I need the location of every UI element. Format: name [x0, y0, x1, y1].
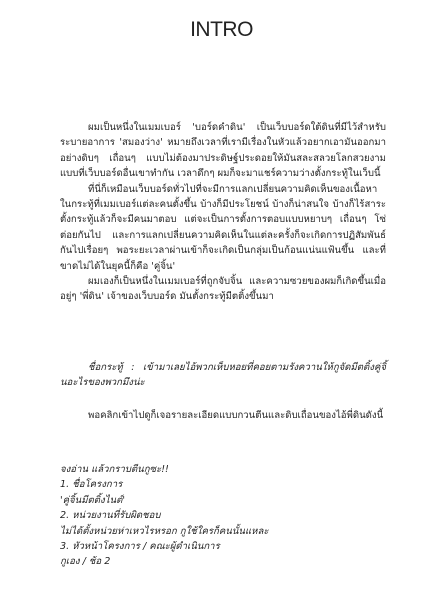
paragraph-5: พอคลิกเข้าไปดูก็เจอรายละเอียดแบบกวนตีนและดิบเถื่อนของไอ้พี่ดินดังนี้: [88, 410, 384, 421]
thread-title: ชื่อกระทู้ : เข้ามาเลยไอ้พวกเห็บหอยที่คอยตามรังควานให้กูจัดมีตติ้งคู่จิ้นอะไรของพวกมึงน่ะ: [60, 362, 386, 389]
thread-title-block: [60, 360, 386, 391]
list-item: กูเอง / ช้อ 2: [60, 556, 111, 568]
intro-body: [60, 120, 386, 305]
list-item: 3. หัวหน้าโครงการ / คณะผู้ดำเนินการ: [60, 541, 220, 553]
paragraph-1: ผมเป็นหนึ่งในเมมเบอร์ 'บอร์ดคำดิน' เป็นเว็บบอร์ดใต้ดินที่มีไว้สำหรับระบายอาการ 'สมองว่าง' หมายถึงเวลาที่เรามีเรื่องในหัวแล้วอยากเอามันออกมาอย่างดิบๆ เถื่อนๆ แบบไม่ต้องมาประดิษฐ์ประดอยให้มันสละสลวยโลกสวยงามแบบที่เว็บบอร์ดอื่นเขาทำกัน เวลาดึกๆ ผมก็จะมาแชร์ความว่างตั้งกระทู้ในเว็บนี้: [60, 122, 386, 180]
list-item: 2. หน่วยงานที่รับผิดชอบ: [60, 510, 161, 522]
list-item: จงอ่าน แล้วกราบตีนกูซะ!!: [60, 464, 169, 475]
list-item: 'คู่จิ้นมีตติ้งไนต์': [60, 494, 125, 506]
list-item: ไม่ได้ตั้งหน่วยห่าเหวไรหรอก กูใช้ใครก็คนนั้นแหละ: [60, 525, 269, 537]
project-list: [60, 462, 386, 570]
paragraph-3: ผมเองก็เป็นหนึ่งในเมมเบอร์ที่ถูกจับจิ้น และความซวยของผมก็เกิดขึ้นเมื่ออยู่ๆ 'พี่ดิน' เจ้าของเว็บบอร์ด มันตั้งกระทู้มีตติ้งขึ้นมา: [60, 276, 386, 303]
paragraph-2: ที่นี่ก็เหมือนเว็บบอร์ดทั่วไปที่จะมีการแลกเปลี่ยนความคิดเห็นของเนื้อหาในกระทู้ที่เมมเบอร์แต่ละคนตั้งขึ้น บ้างก็มีประโยชน์ บ้างก็น่าสนใจ บ้างก็ไร้สาระตั้งกระทู้แล้วก็จะมีคนมาตอบ แต่จะเป็นการตั้งการตอบแบบหยาบๆ เถื่อนๆ โซ่ต่อยกันไป และการแลกเปลี่ยนความคิดเห็นในแต่ละครั้งก็จะเกิดการปฏิสัมพันธ์กันไปเรื่อยๆ พอระยะเวลาผ่านเข้าก็จะเกิดเป็นกลุ่มเป็นก้อนแน่นแฟ้นขึ้น และที่ขาดไม่ได้ในยุคนี้ก็คือ 'คู่จิ้น': [60, 183, 386, 272]
page-title: INTRO: [190, 18, 253, 41]
list-item: 1. ชื่อโครงการ: [60, 479, 123, 491]
click-paragraph-block: [60, 408, 386, 423]
